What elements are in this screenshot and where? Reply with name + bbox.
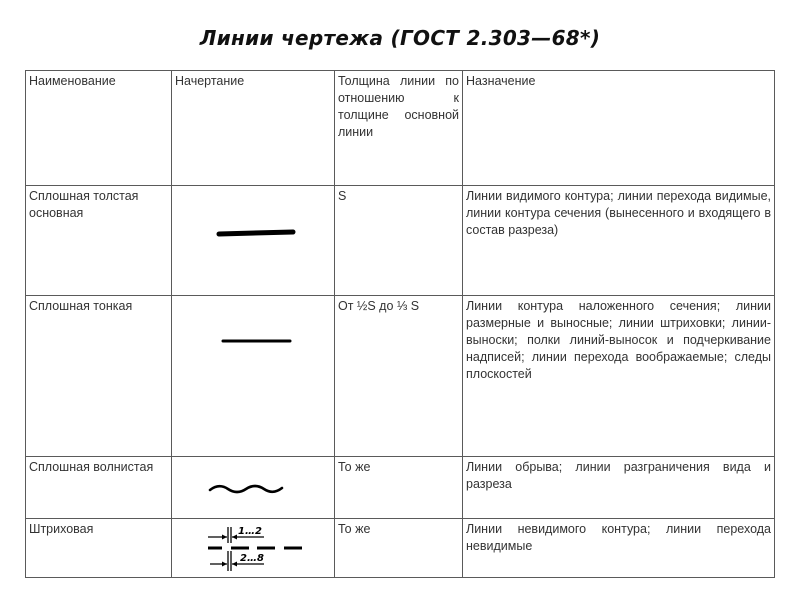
row-thickness: От ½S до ⅓ S: [335, 296, 463, 457]
row-name: Сплошная тонкая: [26, 296, 172, 457]
thick-solid-line-icon: [172, 186, 335, 296]
table-header-row: [26, 71, 775, 186]
table-row: [26, 186, 775, 296]
row-name: Сплошная толстая основная: [26, 186, 172, 296]
row-name: Штриховая: [26, 519, 172, 578]
row-thickness: S: [335, 186, 463, 296]
header-name: Наименование: [26, 71, 172, 186]
row-drawing: [172, 457, 335, 519]
page-title: Линии чертежа (ГОСТ 2.303—68*): [199, 26, 601, 50]
header-thickness: Толщина линии по отношению к толщине основной линии: [335, 71, 463, 186]
row-drawing: [172, 519, 335, 578]
row-thickness: То же: [335, 519, 463, 578]
dash-gap-label: 2…8: [240, 553, 264, 564]
thin-solid-line-icon: [172, 296, 335, 457]
row-purpose: Линии контура наложенного сечения; линии размерные и выносные; линии штриховки; линии-выноски; полки линий-выносок и подчеркивание надписей; линии перехода воображаемые; следы плоскостей: [463, 296, 775, 457]
table-row: [26, 296, 775, 457]
row-drawing: [172, 296, 335, 457]
header-purpose: Назначение: [463, 71, 775, 186]
line-types-table: [25, 70, 775, 578]
row-thickness: То же: [335, 457, 463, 519]
row-name: Сплошная волнистая: [26, 457, 172, 519]
dash-length-label: 1…2: [238, 526, 262, 537]
table-row: [26, 457, 775, 519]
row-purpose: Линии обрыва; линии разграничения вида и разреза: [463, 457, 775, 519]
row-purpose: Линии видимого контура; линии перехода видимые, линии контура сечения (вынесенного и входящего в состав разреза): [463, 186, 775, 296]
row-purpose: Линии невидимого контура; линии перехода невидимые: [463, 519, 775, 578]
dashed-line-icon: [172, 519, 335, 579]
table-row: [26, 519, 775, 578]
wavy-line-icon: [172, 457, 335, 519]
header-drawing: Начертание: [172, 71, 335, 186]
row-drawing: [172, 186, 335, 296]
